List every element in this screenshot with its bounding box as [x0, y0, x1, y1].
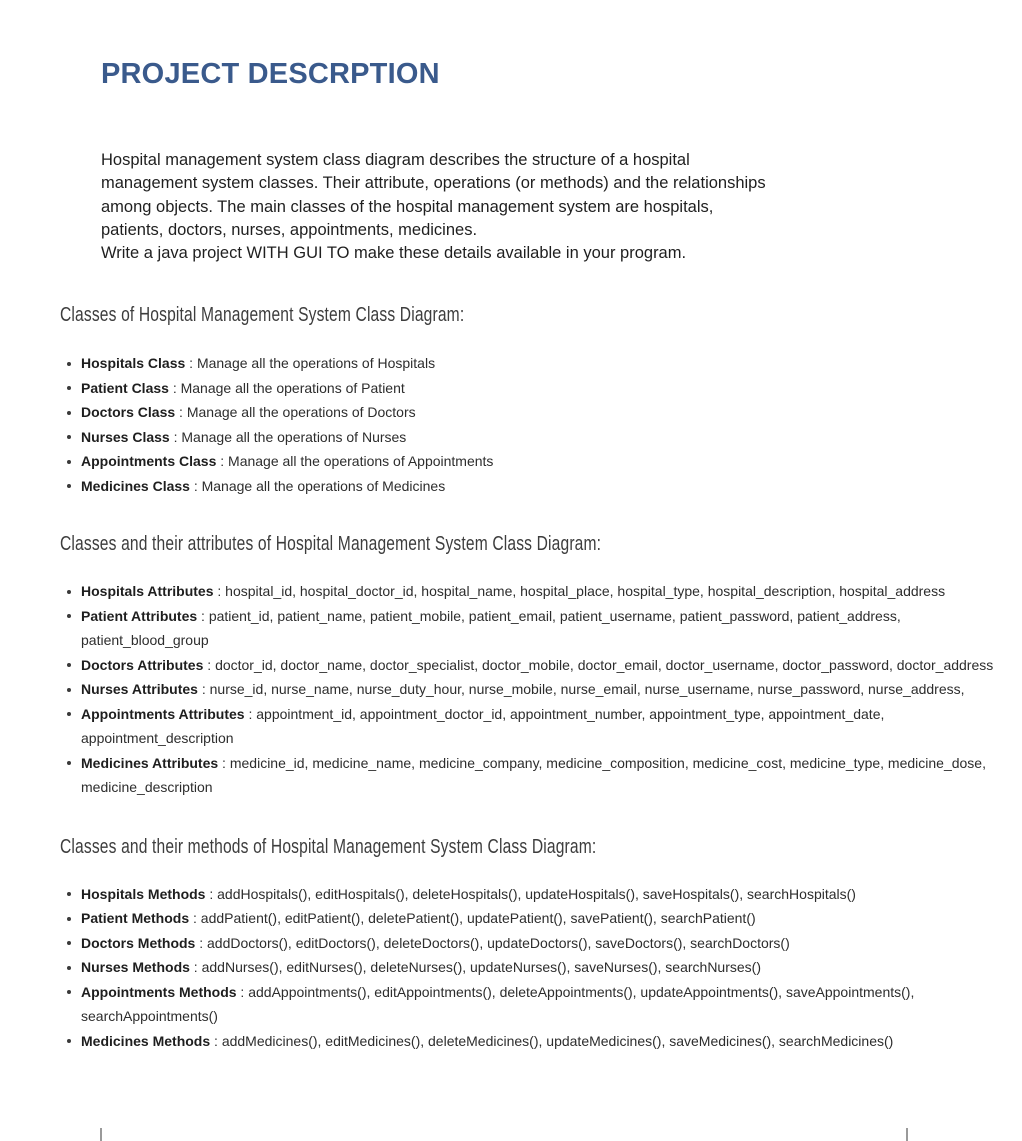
- list-item: [60, 474, 1000, 499]
- cropped-figure-right-border: [906, 1128, 908, 1141]
- item-term: Hospitals Class: [81, 355, 186, 372]
- intro-line: patients, doctors, nurses, appointments, medicines.: [101, 220, 478, 239]
- item-desc: Manage all the operations of Appointments: [228, 453, 494, 470]
- item-desc: addHospitals(), editHospitals(), deleteHospitals(), updateHospitals(), saveHospitals(), searchHospitals(): [217, 885, 856, 902]
- item-term: Appointments Class: [81, 453, 217, 470]
- item-desc: patient_id, patient_name, patient_mobile, patient_email, patient_username, patient_password, patient_address, patient_blood_group: [81, 607, 901, 649]
- item-separator: :: [175, 404, 187, 421]
- item-separator: :: [169, 428, 182, 445]
- item-desc: doctor_id, doctor_name, doctor_specialist, doctor_mobile, doctor_email, doctor_username, doctor_password, doctor_address: [215, 656, 994, 673]
- item-separator: :: [203, 656, 216, 673]
- list-item: [60, 1029, 1000, 1054]
- item-desc: addPatient(), editPatient(), deletePatient(), updatePatient(), savePatient(), searchPatient(): [200, 910, 756, 927]
- section-heading-methods-text: Classes and their methods of Hospital Management System Class Diagram:: [60, 835, 597, 858]
- list-item: [60, 751, 1000, 800]
- document-page: [0, 58, 1022, 1053]
- item-separator: :: [205, 885, 218, 902]
- item-term: Medicines Attributes: [81, 754, 219, 771]
- list-item: [60, 906, 1000, 931]
- list-item: [60, 579, 1000, 604]
- section-heading-classes-text: Classes of Hospital Management System Class Diagram:: [60, 304, 465, 327]
- item-term: Doctors Class: [81, 404, 176, 421]
- item-separator: :: [189, 959, 202, 976]
- item-desc: Manage all the operations of Doctors: [186, 404, 416, 421]
- intro-paragraph: [101, 149, 1022, 265]
- section-heading-methods: [60, 835, 1022, 859]
- item-term: Nurses Class: [81, 428, 170, 445]
- item-separator: :: [185, 355, 197, 372]
- item-separator: :: [189, 477, 202, 494]
- item-separator: :: [213, 583, 226, 600]
- list-item: [60, 882, 1000, 907]
- item-term: Patient Attributes: [81, 607, 198, 624]
- methods-list: [60, 882, 1000, 1054]
- list-item: [60, 702, 1000, 751]
- item-desc: nurse_id, nurse_name, nurse_duty_hour, nurse_mobile, nurse_email, nurse_username, nurse_password, nurse_address,: [209, 681, 965, 698]
- item-separator: :: [197, 681, 210, 698]
- item-desc: Manage all the operations of Nurses: [181, 428, 407, 445]
- item-separator: :: [168, 379, 181, 396]
- list-item: [60, 400, 1000, 425]
- section-heading-classes: [60, 303, 1022, 327]
- item-desc: Manage all the operations of Medicines: [201, 477, 446, 494]
- item-term: Patient Methods: [81, 910, 190, 927]
- intro-line: management system classes. Their attribute, operations (or methods) and the relationships: [101, 174, 766, 193]
- item-desc: addDoctors(), editDoctors(), deleteDoctors(), updateDoctors(), saveDoctors(), searchDoctors(): [207, 934, 790, 951]
- item-desc: Manage all the operations of Hospitals: [196, 355, 436, 372]
- section-heading-attributes: [60, 532, 1022, 556]
- item-desc: addMedicines(), editMedicines(), deleteMedicines(), updateMedicines(), saveMedicines(), searchMedicines(): [221, 1032, 894, 1049]
- item-term: Appointments Attributes: [81, 705, 245, 722]
- list-item: [60, 604, 1000, 653]
- item-desc: hospital_id, hospital_doctor_id, hospital_name, hospital_place, hospital_type, hospital_description, hospital_address: [225, 583, 946, 600]
- list-item: [60, 449, 1000, 474]
- item-separator: :: [236, 983, 249, 1000]
- classes-list: [60, 351, 1000, 498]
- list-item: [60, 955, 1000, 980]
- intro-line: among objects. The main classes of the hospital management system are hospitals,: [101, 197, 714, 216]
- item-term: Hospitals Methods: [81, 885, 206, 902]
- item-desc: medicine_id, medicine_name, medicine_company, medicine_composition, medicine_cost, medicine_type, medicine_dose, medicine_description: [81, 754, 986, 796]
- item-term: Doctors Methods: [81, 934, 196, 951]
- item-desc: appointment_id, appointment_doctor_id, appointment_number, appointment_type, appointment_date, appointment_description: [81, 705, 885, 747]
- item-separator: :: [218, 754, 230, 771]
- item-separator: :: [197, 607, 209, 624]
- item-separator: :: [189, 910, 201, 927]
- item-desc: addAppointments(), editAppointments(), deleteAppointments(), updateAppointments(), saveAppointments(), searchAppointments(): [81, 983, 915, 1025]
- list-item: [60, 351, 1000, 376]
- item-term: Medicines Class: [81, 477, 190, 494]
- item-term: Nurses Methods: [81, 959, 190, 976]
- item-separator: :: [195, 934, 208, 951]
- list-item: [60, 677, 1000, 702]
- item-term: Appointments Methods: [81, 983, 237, 1000]
- item-desc: Manage all the operations of Patient: [180, 379, 405, 396]
- cropped-figure-left-border: [100, 1128, 102, 1141]
- item-term: Hospitals Attributes: [81, 583, 214, 600]
- list-item: [60, 653, 1000, 678]
- attributes-list: [60, 579, 1000, 800]
- item-separator: :: [216, 453, 229, 470]
- item-desc: addNurses(), editNurses(), deleteNurses(), updateNurses(), saveNurses(), searchNurses(): [201, 959, 761, 976]
- item-term: Doctors Attributes: [81, 656, 204, 673]
- list-item: [60, 931, 1000, 956]
- list-item: [60, 376, 1000, 401]
- item-term: Nurses Attributes: [81, 681, 198, 698]
- list-item: [60, 980, 1000, 1029]
- section-heading-attributes-text: Classes and their attributes of Hospital Management System Class Diagram:: [60, 533, 602, 556]
- item-term: Medicines Methods: [81, 1032, 211, 1049]
- item-separator: :: [210, 1032, 222, 1049]
- page-title: PROJECT DESCRPTION: [101, 58, 440, 90]
- list-item: [60, 425, 1000, 450]
- intro-line: Write a java project WITH GUI TO make these details available in your program.: [101, 244, 687, 263]
- item-term: Patient Class: [81, 379, 169, 396]
- item-separator: :: [244, 705, 257, 722]
- intro-line: Hospital management system class diagram describes the structure of a hospital: [101, 151, 690, 169]
